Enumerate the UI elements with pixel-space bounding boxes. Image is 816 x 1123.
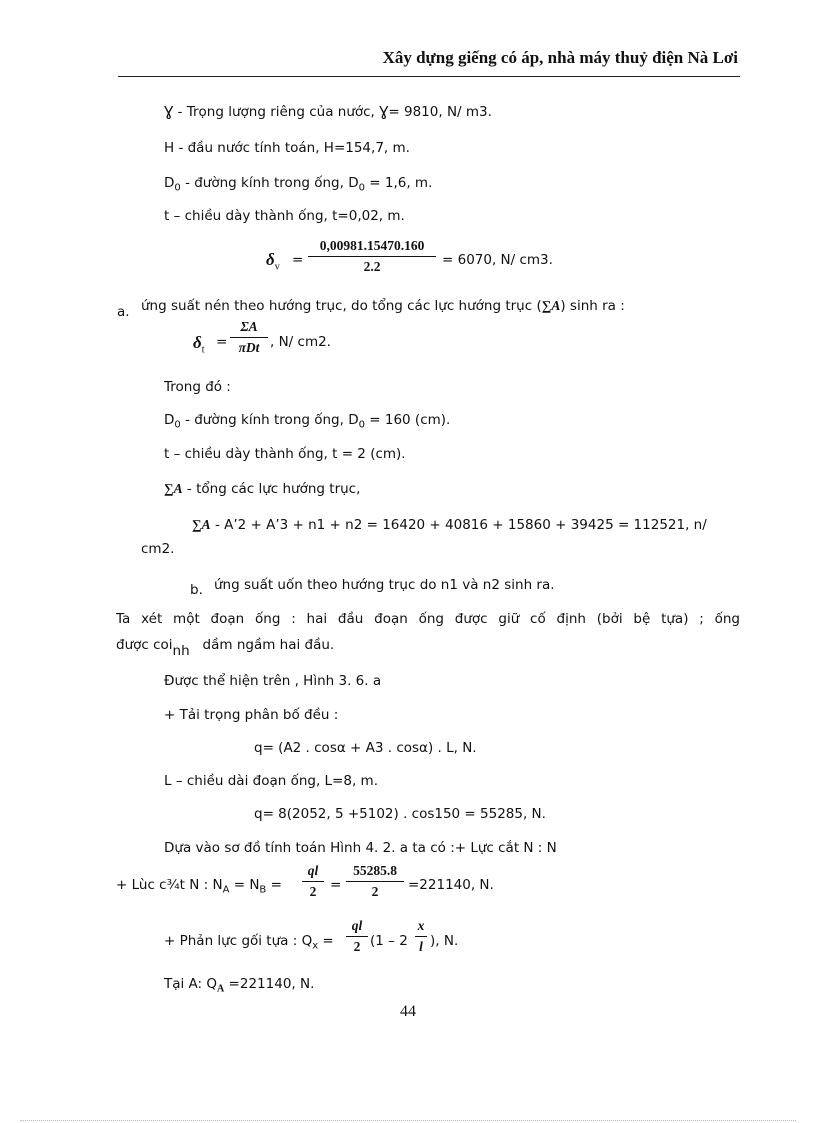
para-1: Ta xét một đoạn ống : hai đầu đoạn ống được giữ cố định (bởi bệ tựa) ; ống: [116, 611, 740, 627]
line-dua-vao: Dựa vào sơ đồ tính toán Hình 4. 2. a ta có :+ Lực cắt N : N: [164, 840, 557, 856]
tai-A-a: Tại A: Q: [164, 976, 218, 992]
tai-A-b: =221140, N.: [224, 976, 315, 992]
line-D0-text: - đường kính trong ống, D: [185, 175, 359, 191]
para-1-cont: [116, 637, 335, 659]
fraction-den-2: πDt: [238, 340, 260, 355]
page-header: Xây dựng giếng có áp, nhà máy thuỷ điện Nà Lơi: [382, 48, 738, 67]
line-D0-2: $D_0$ - đường kính trong ống, $D_0 = 160$ (cm).: [164, 412, 451, 431]
delta-glyph-2: δ: [193, 333, 202, 352]
fraction-value-bar: [346, 881, 404, 882]
eq-sign-2: =: [216, 334, 228, 350]
line-hinh: Được thể hiện trên , Hình 3. 6. a: [164, 673, 382, 689]
para-1-cont-b: dầm ngầm hai đầu.: [202, 637, 335, 653]
fraction-x-bar: [415, 936, 427, 937]
line-D0: $D_0$ - đường kính trong ống, $D_0 = 1,6$, m.: [164, 175, 433, 194]
sub-v: v: [274, 261, 280, 273]
sub-0c: 0: [174, 419, 181, 431]
luc-cat-b: = N: [229, 877, 260, 893]
delta-v-symbol: [266, 250, 280, 272]
line-sumA: [164, 481, 360, 497]
line-q-formula: q= (A2 . cosα + A3 . cosα) . L, N.: [254, 740, 477, 756]
fraction-delta-v: [308, 238, 436, 275]
item-b-text: ứng suất uốn theo hướng trục do n1 và n2 sinh ra.: [214, 577, 555, 593]
page-number: 44: [400, 1003, 416, 1020]
line-D0-2-val: = 160 (cm).: [364, 412, 451, 428]
fraction-ql-den: 2: [309, 884, 317, 899]
sum-A-eq: - A’2 + A’3 + n1 + n2 = 16420 + 40816 + 15860 + 39425 = 112521, n/: [214, 517, 707, 533]
fraction-value-num: 55285.8: [353, 863, 397, 878]
item-a-label: a.: [117, 304, 130, 320]
line-q-value: q= 8(2052, 5 +5102) . cos150 = 55285, N.: [254, 806, 546, 822]
line-gamma: Ɣ - Trọng lượng riêng của nước, Ɣ= 9810, N/ m3.: [164, 104, 492, 120]
fraction-bar-2: [230, 337, 268, 338]
footer-rule: [20, 1120, 796, 1121]
fraction-ql2-num: ql: [351, 918, 363, 933]
item-a-text: [141, 298, 625, 314]
line-luc-cat: [116, 877, 282, 896]
fraction-ql-num: ql: [307, 863, 319, 878]
sum-A-symbol-2: ∑A: [164, 481, 183, 496]
fraction-ql-bar: [302, 881, 324, 882]
sub-0b: 0: [358, 182, 365, 194]
fraction-value: [346, 863, 404, 900]
fraction-ql: [302, 863, 324, 900]
sum-A-symbol-3: ∑A: [192, 517, 211, 532]
eq-sign-1: =: [292, 252, 304, 268]
item-a-text-1: ứng suất nén theo hướng trục, do tổng các lực hướng trục (: [141, 298, 542, 314]
luc-cat-a: + Lùc c¾t N : N: [116, 877, 223, 893]
eq-sign-5: =: [318, 933, 334, 949]
sub-B: B: [259, 884, 267, 896]
line-cm2: cm2.: [141, 541, 175, 557]
fraction-x-l: [415, 918, 427, 955]
delta-glyph: δ: [266, 250, 275, 269]
sum-A-desc: - tổng các lực hướng trục,: [182, 481, 361, 497]
fraction-value-den: 2: [371, 884, 379, 899]
fraction-ql2-den: 2: [353, 939, 361, 954]
delta-t-symbol: [193, 333, 205, 355]
line-t: t – chiều dày thành ống, t=0,02, m.: [164, 208, 405, 224]
sub-x: x: [312, 940, 319, 952]
fraction-x-den: l: [419, 939, 423, 954]
para-1-cont-nh: nh: [172, 643, 190, 659]
fraction-x-num: x: [417, 918, 425, 933]
line-H: H - đầu nước tính toán, H=154,7, m.: [164, 140, 410, 156]
line-D0-val: = 1,6, m.: [364, 175, 433, 191]
delta-t-unit: , N/ cm2.: [270, 334, 331, 350]
fraction-num: 0,00981.15470.160: [319, 238, 425, 253]
fraction-delta-t: [230, 319, 268, 356]
fraction-den: 2.2: [363, 259, 381, 274]
trong-do: Trong đó :: [164, 379, 231, 395]
header-rule: [118, 76, 740, 77]
sub-t: t: [201, 344, 205, 356]
line-L: L – chiều dài đoạn ống, L=8, m.: [164, 773, 378, 789]
fraction-ql-2: [346, 918, 368, 955]
line-t-2: t – chiều dày thành ống, t = 2 (cm).: [164, 446, 406, 462]
fraction-num-2: ΣA: [240, 319, 258, 334]
line-tai-trong: + Tải trọng phân bố đều :: [164, 707, 339, 723]
line-D0-2-text: - đường kính trong ống, D: [185, 412, 359, 428]
item-b-label: b.: [190, 582, 203, 598]
phan-luc-c: ), N.: [430, 933, 459, 949]
sub-A: A: [222, 884, 230, 896]
line-sumA-eq: [192, 517, 707, 533]
luc-cat-result: =221140, N.: [408, 877, 494, 893]
sub-A-2: A: [217, 983, 225, 995]
line-phan-luc: [164, 933, 334, 952]
fraction-ql2-bar: [346, 936, 368, 937]
sub-0: 0: [174, 182, 181, 194]
fraction-bar: [308, 256, 436, 257]
item-a-text-2: ) sinh ra :: [560, 298, 625, 314]
para-1-cont-a: được coi: [116, 637, 173, 653]
phan-luc-b: (1 – 2: [370, 933, 408, 949]
sum-A-symbol: ∑A: [541, 298, 561, 313]
delta-v-result: = 6070, N/ cm3.: [442, 252, 553, 268]
phan-luc-a: + Phản lực gối tựa : Q: [164, 933, 313, 949]
eq-sign-4: =: [330, 877, 342, 893]
eq-sign-3: =: [266, 877, 282, 893]
line-tai-A: [164, 976, 314, 995]
sub-0d: 0: [358, 419, 365, 431]
